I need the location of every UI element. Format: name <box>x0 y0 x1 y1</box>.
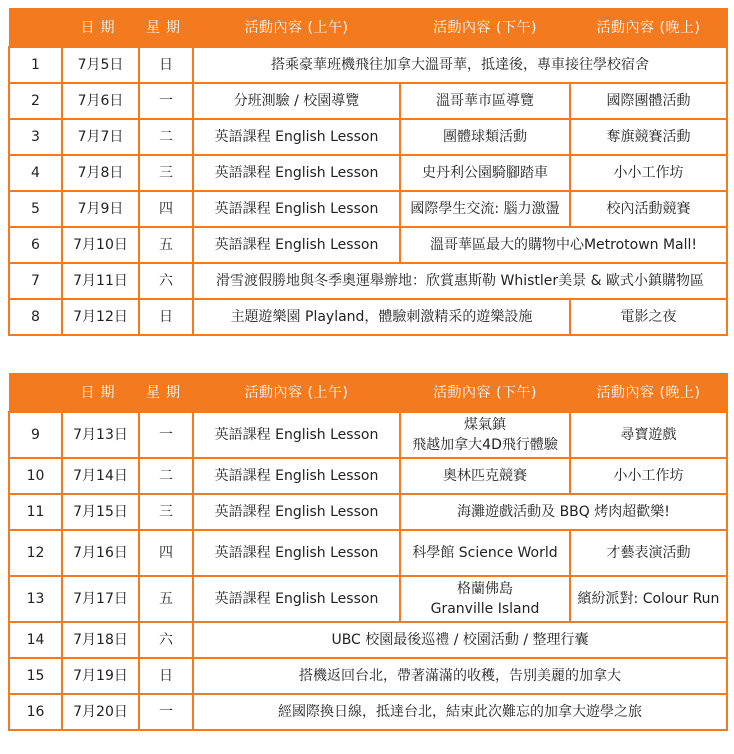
row-am-activity: 英語課程 English Lesson <box>193 576 400 622</box>
row-no: 1 <box>9 47 62 83</box>
row-full-day-activity: 搭機返回台北，帶著滿滿的收穫，告別美麗的加拿大 <box>193 658 727 694</box>
row-pm-activity: 奧林匹克競賽 <box>400 458 570 494</box>
row-weekday: 一 <box>139 412 193 458</box>
pm-activity-line-2: 飛越加拿大4D飛行體驗 <box>412 437 558 453</box>
table-row <box>9 622 727 658</box>
row-date: 7月11日 <box>62 263 139 299</box>
row-no: 4 <box>9 155 62 191</box>
pm-activity-line-2: Granville Island <box>430 601 540 617</box>
table-row <box>9 412 727 458</box>
table-row <box>9 694 727 730</box>
row-am-activity: 分班測驗 / 校園導覽 <box>193 83 400 119</box>
row-no: 5 <box>9 191 62 227</box>
row-date: 7月9日 <box>62 191 139 227</box>
header-evening: 活動內容 (晚上) <box>570 8 727 47</box>
header-no <box>9 373 62 412</box>
table-row <box>9 576 727 622</box>
row-weekday: 一 <box>139 83 193 119</box>
pm-activity-line-1: 格蘭佛島 <box>457 581 513 597</box>
row-pm-activity: 團體球類活動 <box>400 119 570 155</box>
table-row <box>9 155 727 191</box>
table-row <box>9 494 727 530</box>
header-date: 日期 <box>62 373 139 412</box>
row-date: 7月5日 <box>62 47 139 83</box>
row-weekday: 五 <box>139 576 193 622</box>
table-row <box>9 191 727 227</box>
row-date: 7月20日 <box>62 694 139 730</box>
header-no <box>9 8 62 47</box>
row-no: 7 <box>9 263 62 299</box>
row-pm-activity <box>400 576 570 622</box>
row-date: 7月15日 <box>62 494 139 530</box>
row-full-day-activity: 經國際換日線，抵達台北，結束此次難忘的加拿大遊學之旅 <box>193 694 727 730</box>
header-am: 活動內容 (上午) <box>193 373 400 412</box>
row-evening-activity: 才藝表演活動 <box>570 530 727 576</box>
row-no: 8 <box>9 299 62 335</box>
row-weekday: 日 <box>139 299 193 335</box>
header-pm: 活動內容 (下午) <box>400 373 570 412</box>
table-row <box>9 47 727 83</box>
row-no: 13 <box>9 576 62 622</box>
row-date: 7月8日 <box>62 155 139 191</box>
row-weekday: 日 <box>139 47 193 83</box>
table-header-row <box>9 8 727 47</box>
row-no: 11 <box>9 494 62 530</box>
row-date: 7月18日 <box>62 622 139 658</box>
row-full-day-activity: UBC 校園最後巡禮 / 校園活動 / 整理行囊 <box>193 622 727 658</box>
row-weekday: 二 <box>139 458 193 494</box>
table-header-row <box>9 373 727 412</box>
row-evening-activity: 奪旗競賽活動 <box>570 119 727 155</box>
header-weekday: 星期 <box>139 8 193 47</box>
row-evening-activity: 尋寶遊戲 <box>570 412 727 458</box>
row-full-day-activity: 滑雪渡假勝地與冬季奧運舉辦地：欣賞惠斯勒 Whistler美景 & 歐式小鎮購物區 <box>193 263 727 299</box>
row-pm-activity: 溫哥華市區導覽 <box>400 83 570 119</box>
table-row <box>9 227 727 263</box>
row-am-activity: 英語課程 English Lesson <box>193 458 400 494</box>
row-am-activity: 英語課程 English Lesson <box>193 494 400 530</box>
row-no: 6 <box>9 227 62 263</box>
row-weekday: 六 <box>139 622 193 658</box>
row-no: 2 <box>9 83 62 119</box>
table-row <box>9 658 727 694</box>
table-row <box>9 119 727 155</box>
header-weekday: 星期 <box>139 373 193 412</box>
schedule-table-week-2 <box>8 373 728 731</box>
row-evening-activity: 國際團體活動 <box>570 83 727 119</box>
table-row <box>9 530 727 576</box>
row-date: 7月16日 <box>62 530 139 576</box>
row-weekday: 一 <box>139 694 193 730</box>
row-date: 7月14日 <box>62 458 139 494</box>
row-no: 14 <box>9 622 62 658</box>
row-am-activity: 英語課程 English Lesson <box>193 227 400 263</box>
row-evening-activity: 電影之夜 <box>570 299 727 335</box>
row-weekday: 日 <box>139 658 193 694</box>
table-row <box>9 458 727 494</box>
row-date: 7月19日 <box>62 658 139 694</box>
row-date: 7月6日 <box>62 83 139 119</box>
row-am-activity: 英語課程 English Lesson <box>193 530 400 576</box>
row-pm-activity: 國際學生交流: 腦力激盪 <box>400 191 570 227</box>
row-weekday: 四 <box>139 530 193 576</box>
header-date: 日期 <box>62 8 139 47</box>
row-pm-activity: 科學館 Science World <box>400 530 570 576</box>
row-evening-activity: 小小工作坊 <box>570 155 727 191</box>
header-evening: 活動內容 (晚上) <box>570 373 727 412</box>
row-evening-activity: 校內活動競賽 <box>570 191 727 227</box>
row-evening-activity: 繽紛派對: Colour Run <box>570 576 727 622</box>
table-row <box>9 83 727 119</box>
row-weekday: 三 <box>139 155 193 191</box>
row-am-activity: 英語課程 English Lesson <box>193 191 400 227</box>
row-evening-activity: 小小工作坊 <box>570 458 727 494</box>
row-date: 7月7日 <box>62 119 139 155</box>
row-pm-evening-activity: 溫哥華區最大的購物中心Metrotown Mall! <box>400 227 727 263</box>
row-pm-activity: 史丹利公園騎腳踏車 <box>400 155 570 191</box>
row-date: 7月13日 <box>62 412 139 458</box>
row-weekday: 六 <box>139 263 193 299</box>
row-date: 7月17日 <box>62 576 139 622</box>
row-no: 9 <box>9 412 62 458</box>
table-row <box>9 263 727 299</box>
row-no: 10 <box>9 458 62 494</box>
row-weekday: 二 <box>139 119 193 155</box>
row-no: 15 <box>9 658 62 694</box>
header-am: 活動內容 (上午) <box>193 8 400 47</box>
row-pm-evening-activity: 海灘遊戲活動及 BBQ 烤肉超歡樂! <box>400 494 727 530</box>
row-full-day-activity: 搭乘豪華班機飛往加拿大溫哥華，抵達後，專車接往學校宿舍 <box>193 47 727 83</box>
row-no: 16 <box>9 694 62 730</box>
row-pm-activity <box>400 412 570 458</box>
schedule-table-week-1 <box>8 8 728 336</box>
row-am-pm-activity: 主題遊樂園 Playland，體驗刺激精采的遊樂設施 <box>193 299 570 335</box>
row-am-activity: 英語課程 English Lesson <box>193 119 400 155</box>
pm-activity-line-1: 煤氣鎮 <box>464 417 506 433</box>
row-am-activity: 英語課程 English Lesson <box>193 412 400 458</box>
row-weekday: 四 <box>139 191 193 227</box>
row-date: 7月12日 <box>62 299 139 335</box>
table-row <box>9 299 727 335</box>
row-date: 7月10日 <box>62 227 139 263</box>
row-no: 3 <box>9 119 62 155</box>
row-weekday: 三 <box>139 494 193 530</box>
row-weekday: 五 <box>139 227 193 263</box>
header-pm: 活動內容 (下午) <box>400 8 570 47</box>
row-no: 12 <box>9 530 62 576</box>
row-am-activity: 英語課程 English Lesson <box>193 155 400 191</box>
